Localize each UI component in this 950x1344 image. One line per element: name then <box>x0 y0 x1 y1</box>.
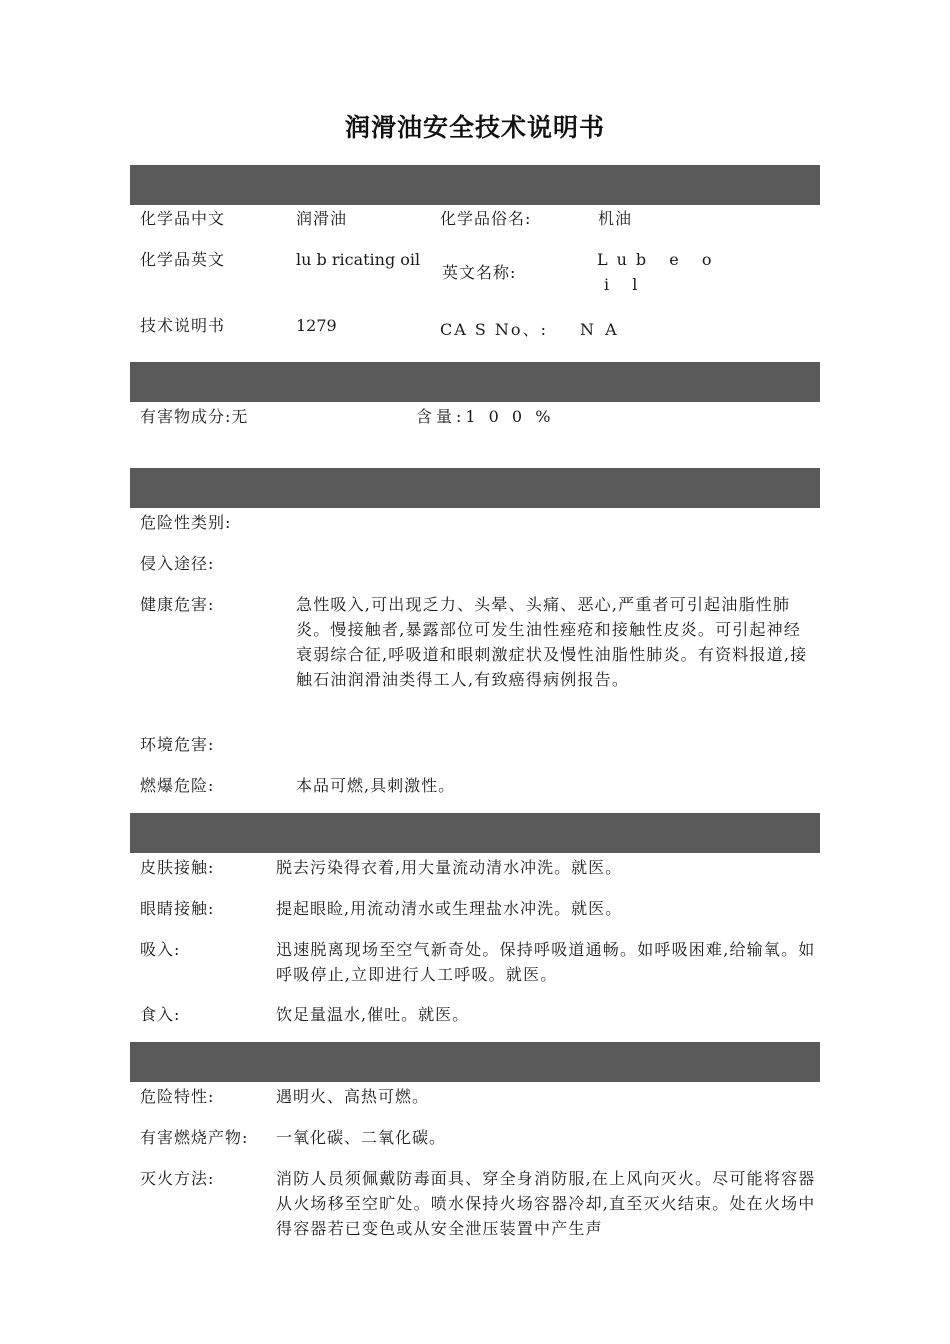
hazard-category-label: 危险性类别: <box>140 513 232 532</box>
extinguishing-method-label: 灭火方法: <box>140 1169 215 1188</box>
extinguishing-method-text: 消防人员须佩戴防毒面具、穿全身消防服,在上风向灭火。尽可能将容器从火场移至空旷处。喷水保持火场容器冷却,直至灭火结束。处在火场中得容器若已变色或从安全泄压装置中产生声 <box>276 1169 816 1238</box>
health-hazard-label: 健康危害: <box>140 595 215 614</box>
hazard-characteristics-text: 遇明火、高热可燃。 <box>276 1087 430 1106</box>
inhalation-label: 吸入: <box>140 940 181 959</box>
combustion-products-label: 有害燃烧产物: <box>140 1128 249 1147</box>
en-alias-line2: i l <box>604 275 647 294</box>
combustion-products-text: 一氧化碳、二氧化碳。 <box>276 1128 447 1147</box>
msds-value: 1279 <box>296 316 337 335</box>
section-bar-hazards <box>130 468 820 508</box>
hazard-component-label: 有害物成分:无 <box>140 407 249 426</box>
skin-contact-label: 皮肤接触: <box>140 858 215 877</box>
eye-contact-label: 眼睛接触: <box>140 899 215 918</box>
msds-label: 技术说明书 <box>140 316 226 335</box>
cn-name-value: 润滑油 <box>296 209 348 228</box>
content-label: 含量:1 0 0 % <box>416 407 555 426</box>
eye-contact-text: 提起眼睑,用流动清水或生理盐水冲洗。就医。 <box>276 899 623 918</box>
document-title: 润滑油安全技术说明书 <box>344 113 605 142</box>
en-name-value: lu b ricating oil <box>296 250 421 269</box>
cas-label: CA S No、: <box>440 320 548 339</box>
en-name-label: 化学品英文 <box>140 250 226 269</box>
ingestion-text: 饮足量温水,催吐。就医。 <box>276 1005 470 1024</box>
env-hazard-label: 环境危害: <box>140 735 215 754</box>
inhalation-text: 迅速脱离现场至空气新奇处。保持呼吸道通畅。如呼吸困难,给输氧。如呼吸停止,立即进行人工呼吸。就医。 <box>276 940 816 984</box>
health-hazard-text: 急性吸入,可出现乏力、头晕、头痛、恶心,严重者可引起油脂性肺炎。慢接触者,暴露部位可发生油性痤疮和接触性皮炎。可引起神经衰弱综合征,呼吸道和眼刺激症状及慢性油脂性肺炎。有资料报道,接触石油润滑油类得工人,有致癌得病例报告。 <box>296 595 808 689</box>
fire-hazard-label: 燃爆危险: <box>140 776 215 795</box>
route-label: 侵入途径: <box>140 554 215 573</box>
fire-hazard-text: 本品可燃,具刺激性。 <box>296 776 456 795</box>
en-alias-line1: Lub e o <box>597 250 721 269</box>
common-name-value: 机油 <box>598 209 633 228</box>
section-bar-firefighting <box>130 1042 820 1082</box>
hazard-characteristics-label: 危险特性: <box>140 1087 215 1106</box>
section-bar-identification <box>130 165 820 205</box>
cas-value: N A <box>580 320 620 339</box>
ingestion-label: 食入: <box>140 1005 181 1024</box>
cn-name-label: 化学品中文 <box>140 209 226 228</box>
section-bar-composition <box>130 362 820 402</box>
en-alias-label: 英文名称: <box>442 263 517 282</box>
section-bar-first-aid <box>130 813 820 853</box>
common-name-label: 化学品俗名: <box>440 209 532 228</box>
skin-contact-text: 脱去污染得衣着,用大量流动清水冲洗。就医。 <box>276 858 623 877</box>
